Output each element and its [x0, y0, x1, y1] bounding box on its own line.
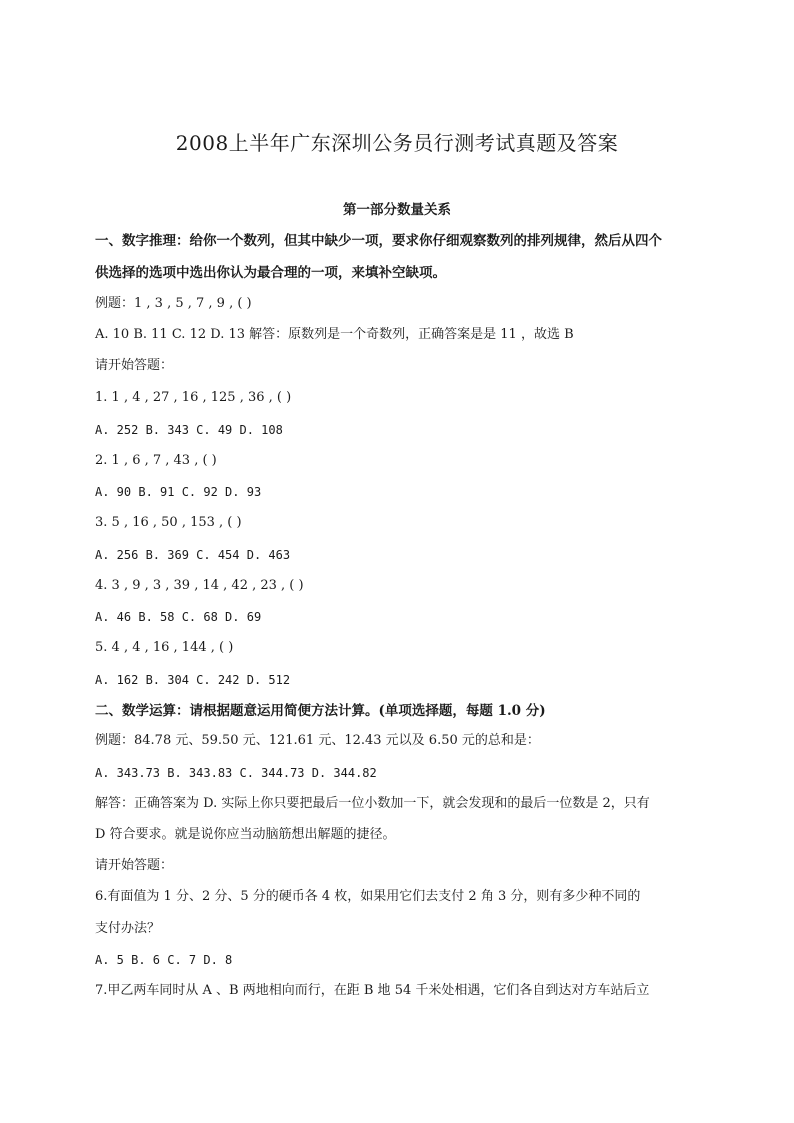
question-6-line2: 支付办法？ [95, 921, 161, 936]
question-4: 4. 3 , 9 , 3 , 39 , 14 , 42 , 23 , ( ) [95, 578, 304, 593]
question-4-options: A. 46 B. 58 C. 68 D. 69 [95, 610, 262, 624]
part1-heading-line1: 一、数字推理：给你一个数列，但其中缺少一项，要求你仔细观察数列的排列规律，然后从四个 [95, 233, 662, 249]
part2-explanation-line1: 解答：正确答案为 D. 实际上你只要把最后一位小数加一下，就会发现和的最后一位数是 2，只有 [95, 796, 650, 811]
part2-example-question: 例题：84.78 元、59.50 元、121.61 元、12.43 元以及 6.50 元的总和是： [95, 733, 540, 748]
part1-heading-line2: 供选择的选项中选出你认为最合理的一项，来填补空缺项。 [95, 265, 446, 281]
question-6-options: A. 5 B. 6 C. 7 D. 8 [95, 953, 233, 967]
part2-heading: 二、数学运算：请根据题意运用简便方法计算。(单项选择题，每题 1.0 分) [95, 703, 546, 719]
part1-example-answer: A. 10 B. 11 C. 12 D. 13 解答：原数列是一个奇数列，正确答案是是 11 ，故选 B [95, 327, 574, 342]
question-3: 3. 5 , 16 , 50 , 153 , ( ) [95, 515, 242, 530]
part2-explanation-line2: D 符合要求。就是说你应当动脑筋想出解题的捷径。 [95, 827, 396, 842]
part2-start-label: 请开始答题： [95, 858, 174, 873]
question-2: 2. 1 , 6 , 7 , 43 , ( ) [95, 453, 217, 468]
question-2-options: A. 90 B. 91 C. 92 D. 93 [95, 485, 262, 499]
part1-example-question: 例题：1 , 3 , 5 , 7 , 9 , ( ) [95, 296, 252, 311]
question-7-line1: 7.甲乙两车同时从 A 、B 两地相向而行，在距 B 地 54 千米处相遇，它们各自到达对方车站后立 [95, 983, 650, 998]
document-title: 2008上半年广东深圳公务员行测考试真题及答案 [175, 131, 619, 155]
question-3-options: A. 256 B. 369 C. 454 D. 463 [95, 548, 291, 562]
part2-example-options: A. 343.73 B. 343.83 C. 344.73 D. 344.82 [95, 766, 377, 780]
question-6-line1: 6.有面值为 1 分、2 分、5 分的硬币各 4 枚，如果用它们去支付 2 角 3 分，则有多少种不同的 [95, 889, 641, 904]
section-title: 第一部分数量关系 [343, 202, 451, 218]
part1-start-label: 请开始答题： [95, 358, 174, 373]
question-1-options: A. 252 B. 343 C. 49 D. 108 [95, 423, 283, 437]
question-1: 1. 1 , 4 , 27 , 16 , 125 , 36 , ( ) [95, 390, 292, 405]
question-5: 5. 4 , 4 , 16 , 144 , ( ) [95, 640, 234, 655]
question-5-options: A. 162 B. 304 C. 242 D. 512 [95, 673, 291, 687]
